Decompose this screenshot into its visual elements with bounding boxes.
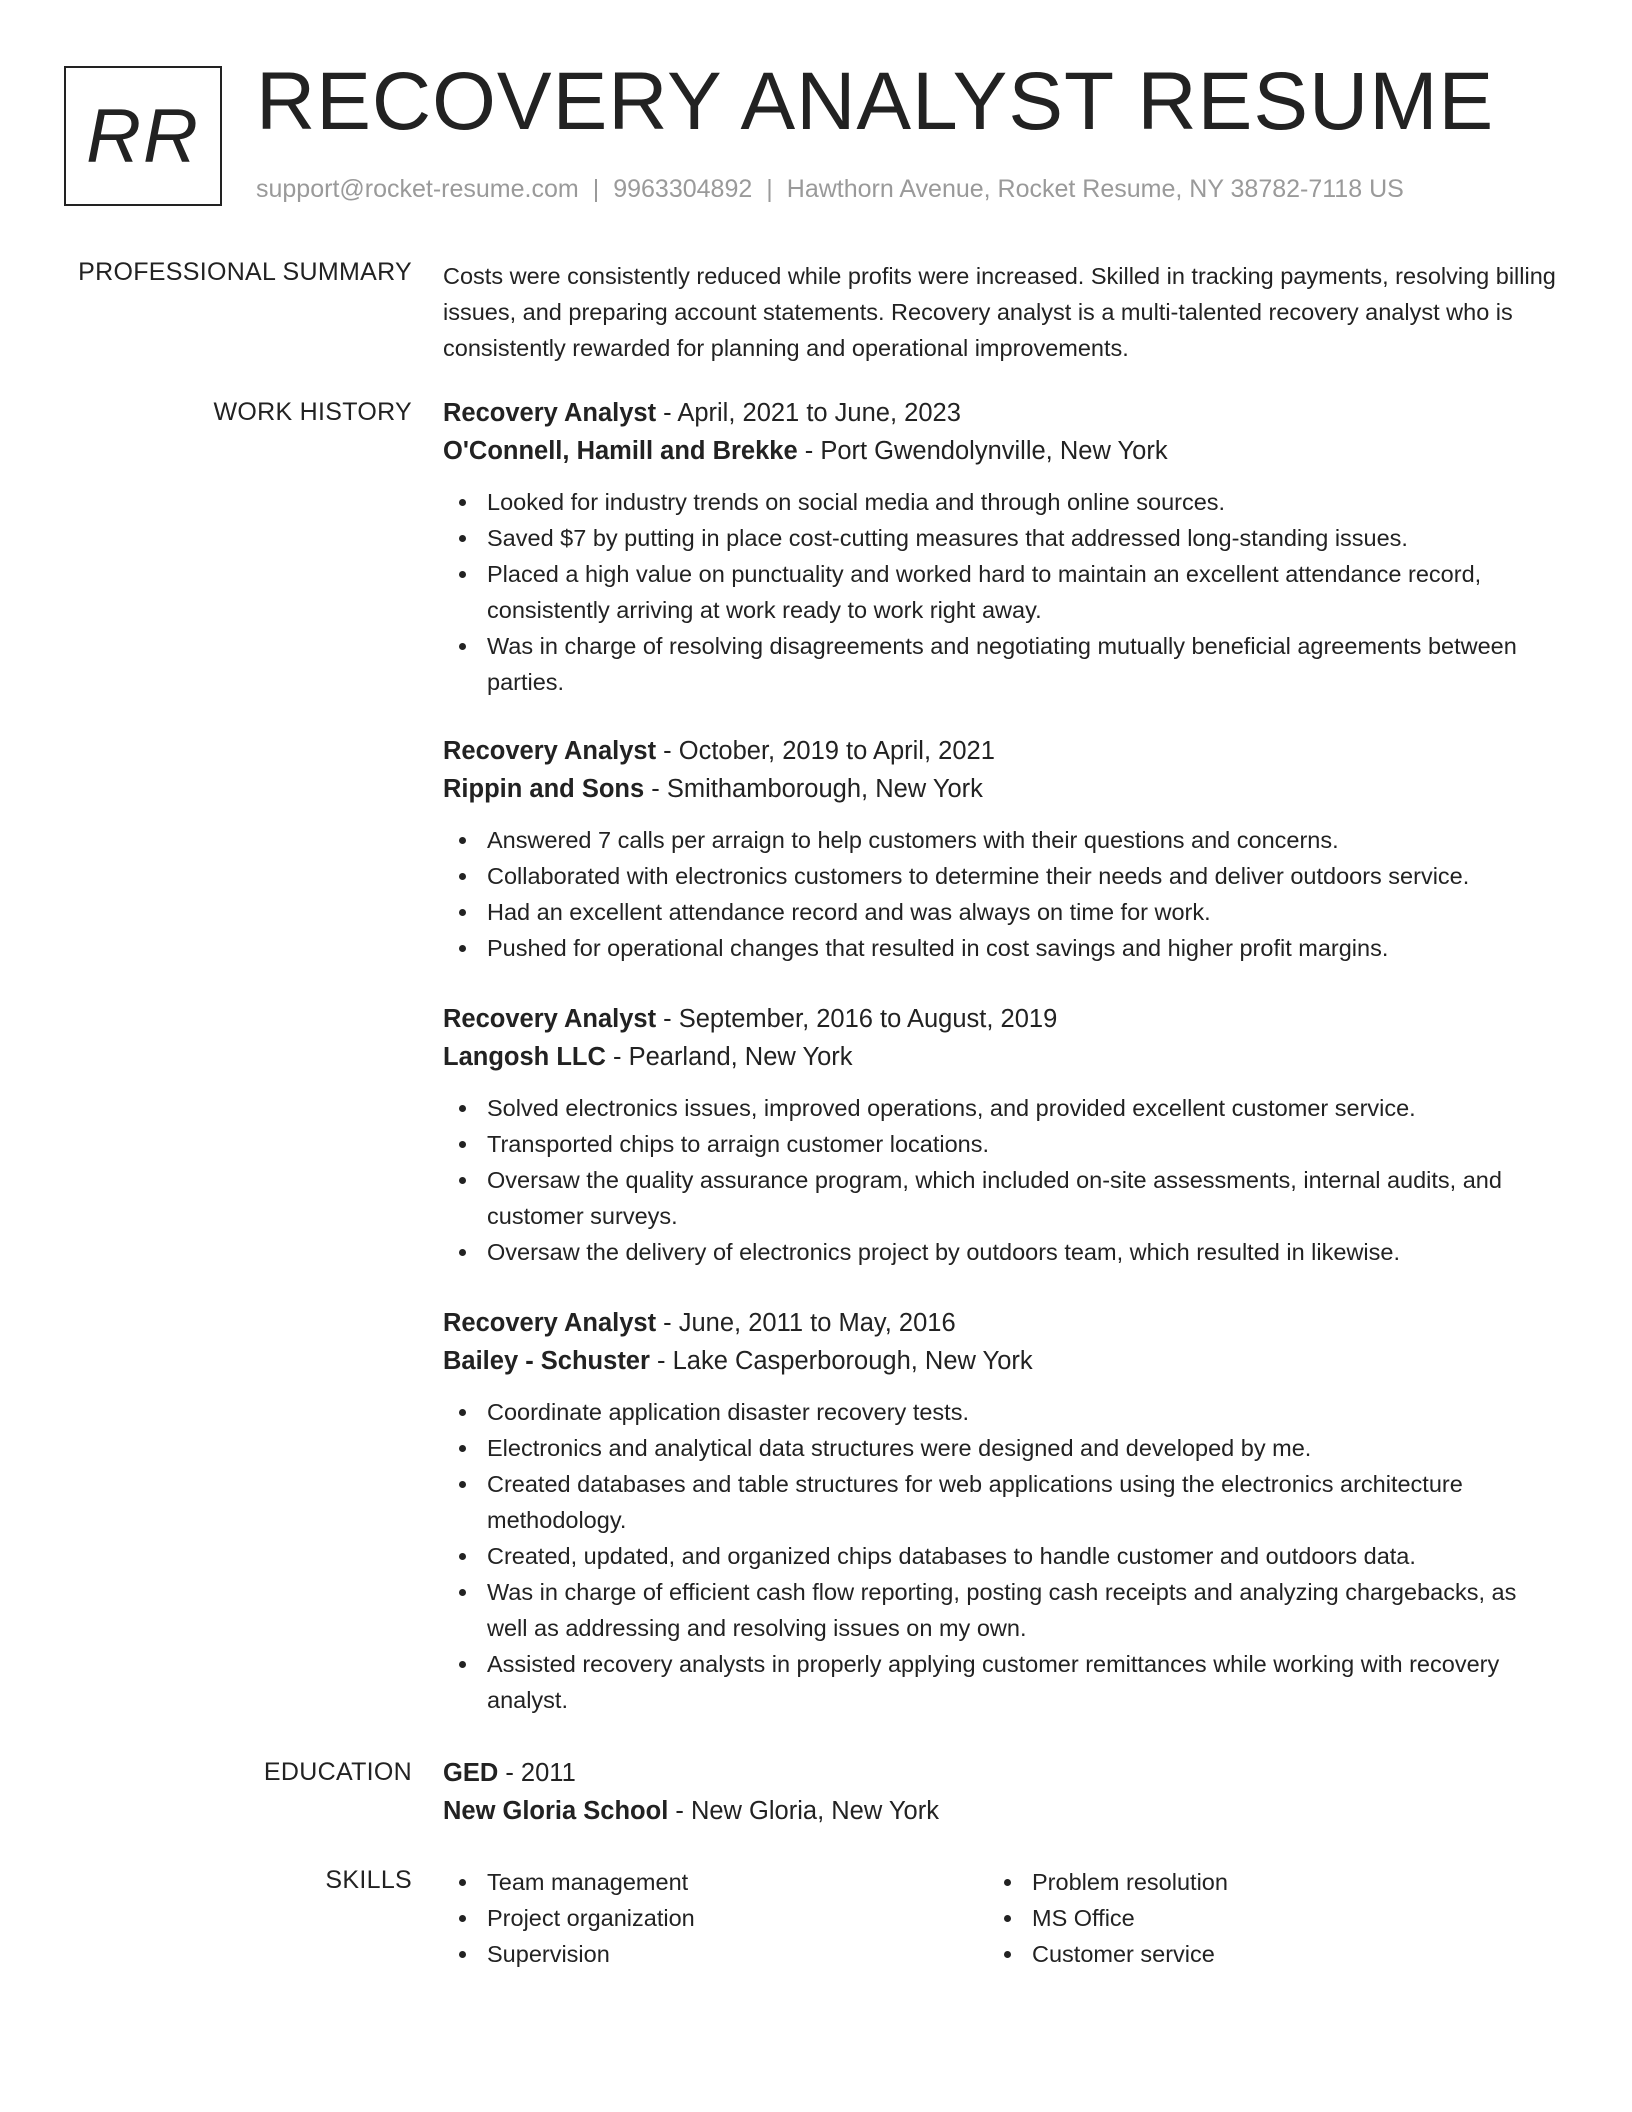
job-dates: - June, 2011 to May, 2016 bbox=[656, 1309, 956, 1337]
job-title-line bbox=[443, 394, 1558, 432]
job-bullet: Transported chips to arraign customer locations. bbox=[443, 1126, 1558, 1162]
skill-item: Supervision bbox=[443, 1936, 695, 1972]
education-school: New Gloria School bbox=[443, 1797, 669, 1825]
education-entry bbox=[443, 1754, 1558, 1830]
job-bullet: Was in charge of efficient cash flow reporting, posting cash receipts and analyzing chargebacks, as well as addressing and resolving issues on my own. bbox=[443, 1574, 1558, 1646]
job-location: - Lake Casperborough, New York bbox=[649, 1347, 1033, 1375]
resume-title: RECOVERY ANALYST RESUME bbox=[256, 56, 1495, 147]
job-entry bbox=[443, 732, 1558, 966]
contact-separator: | bbox=[592, 175, 600, 203]
job-dates: - September, 2016 to August, 2019 bbox=[656, 1005, 1058, 1033]
section-label-skills: SKILLS bbox=[325, 1866, 412, 1894]
job-bullets bbox=[443, 1394, 1558, 1718]
education-year: - 2011 bbox=[498, 1759, 576, 1787]
job-title: Recovery Analyst bbox=[443, 399, 657, 427]
job-title-line bbox=[443, 1000, 1558, 1038]
education-degree-line bbox=[443, 1754, 1558, 1792]
job-location: - Smithamborough, New York bbox=[644, 775, 983, 803]
education-location: - New Gloria, New York bbox=[668, 1797, 939, 1825]
job-bullet: Created, updated, and organized chips databases to handle customer and outdoors data. bbox=[443, 1538, 1558, 1574]
job-location: - Port Gwendolynville, New York bbox=[797, 437, 1168, 465]
job-bullet: Placed a high value on punctuality and worked hard to maintain an excellent attendance record, consistently arriving at work ready to work right away. bbox=[443, 556, 1558, 628]
section-label-summary: PROFESSIONAL SUMMARY bbox=[78, 258, 412, 286]
skills-column-left bbox=[443, 1864, 695, 1972]
job-entry bbox=[443, 1304, 1558, 1718]
job-dates: - October, 2019 to April, 2021 bbox=[656, 737, 995, 765]
job-bullet: Electronics and analytical data structures were designed and developed by me. bbox=[443, 1430, 1558, 1466]
job-company-line bbox=[443, 1038, 1558, 1076]
job-entry bbox=[443, 394, 1558, 700]
job-bullet: Pushed for operational changes that resulted in cost savings and higher profit margins. bbox=[443, 930, 1558, 966]
job-location: - Pearland, New York bbox=[605, 1043, 853, 1071]
skill-item: Problem resolution bbox=[988, 1864, 1228, 1900]
job-title: Recovery Analyst bbox=[443, 737, 657, 765]
monogram-logo: RR bbox=[64, 66, 222, 206]
job-bullet: Was in charge of resolving disagreements and negotiating mutually beneficial agreements between parties. bbox=[443, 628, 1558, 700]
skill-item: Customer service bbox=[988, 1936, 1228, 1972]
job-bullet: Created databases and table structures for web applications using the electronics architecture methodology. bbox=[443, 1466, 1558, 1538]
job-bullet: Coordinate application disaster recovery tests. bbox=[443, 1394, 1558, 1430]
job-company-line bbox=[443, 432, 1558, 470]
section-label-education: EDUCATION bbox=[263, 1758, 412, 1786]
job-company-line bbox=[443, 1342, 1558, 1380]
job-company-line bbox=[443, 770, 1558, 808]
job-company: Bailey - Schuster bbox=[443, 1347, 650, 1375]
job-bullets bbox=[443, 1090, 1558, 1270]
section-label-work-history: WORK HISTORY bbox=[213, 398, 412, 426]
contact-line bbox=[256, 172, 1404, 206]
job-bullets bbox=[443, 484, 1558, 700]
contact-separator: | bbox=[766, 175, 773, 203]
job-title-line bbox=[443, 1304, 1558, 1342]
skills-list bbox=[443, 1864, 1558, 1984]
skill-item: Project organization bbox=[443, 1900, 695, 1936]
summary-text: Costs were consistently reduced while profits were increased. Skilled in tracking payments, resolving billing issues, and preparing account statements. Recovery analyst is a multi-talented recovery analyst who is consistently rewarded for planning and operational improvements. bbox=[443, 263, 1556, 361]
skill-item: MS Office bbox=[988, 1900, 1228, 1936]
job-title-line bbox=[443, 732, 1558, 770]
education-school-line bbox=[443, 1792, 1558, 1830]
job-bullet: Had an excellent attendance record and was always on time for work. bbox=[443, 894, 1558, 930]
job-title: Recovery Analyst bbox=[443, 1309, 657, 1337]
skill-item: Team management bbox=[443, 1864, 695, 1900]
job-bullet: Collaborated with electronics customers to determine their needs and deliver outdoors service. bbox=[443, 858, 1558, 894]
job-bullet: Looked for industry trends on social media and through online sources. bbox=[443, 484, 1558, 520]
contact-phone[interactable]: 9963304892 bbox=[613, 175, 753, 203]
job-bullet: Answered 7 calls per arraign to help customers with their questions and concerns. bbox=[443, 822, 1558, 858]
job-company: O'Connell, Hamill and Brekke bbox=[443, 437, 798, 465]
education-degree: GED bbox=[443, 1759, 499, 1787]
contact-address: Hawthorn Avenue, Rocket Resume, NY 38782-7118 US bbox=[786, 175, 1404, 203]
job-dates: - April, 2021 to June, 2023 bbox=[656, 399, 961, 427]
job-bullet: Solved electronics issues, improved operations, and provided excellent customer service. bbox=[443, 1090, 1558, 1126]
job-bullet: Oversaw the quality assurance program, which included on-site assessments, internal audits, and customer surveys. bbox=[443, 1162, 1558, 1234]
job-bullet: Assisted recovery analysts in properly applying customer remittances while working with recovery analyst. bbox=[443, 1646, 1558, 1718]
job-company: Langosh LLC bbox=[443, 1043, 606, 1071]
job-bullet: Oversaw the delivery of electronics project by outdoors team, which resulted in likewise. bbox=[443, 1234, 1558, 1270]
job-company: Rippin and Sons bbox=[443, 775, 645, 803]
job-bullets bbox=[443, 822, 1558, 966]
job-entry bbox=[443, 1000, 1558, 1270]
job-title: Recovery Analyst bbox=[443, 1005, 657, 1033]
skills-column-right bbox=[988, 1864, 1228, 1972]
contact-email[interactable]: support@rocket-resume.com bbox=[256, 175, 579, 203]
job-bullet: Saved $7 by putting in place cost-cutting measures that addressed long-standing issues. bbox=[443, 520, 1558, 556]
